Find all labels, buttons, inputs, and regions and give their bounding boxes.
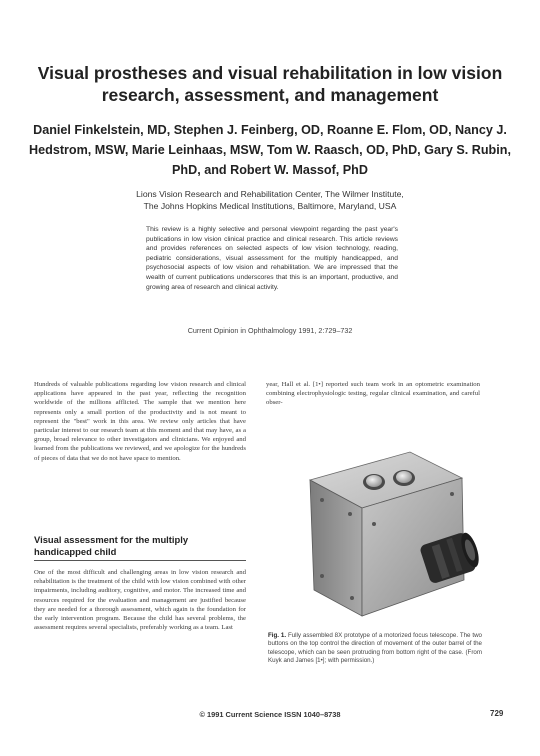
affiliation — [40, 188, 500, 212]
intro-paragraph: Hundreds of valuable publications regarding low vision research and clinical applications have appeared in the past year, reflecting the recognition worldwide of the millions afflicted. The sample that we mention here represents only a small portion of the productivity and is not meant to represent the "best" work in this area. We review only articles that have particular interest to our research team at this moment and that may have, as a group, broad relevance to other investigators and clinicians. We enjoyed and learned from the publications we reviewed, and we apologize for the hundreds of pieces of data that we do not have space to mention. — [34, 381, 246, 462]
page-number: 729 — [490, 709, 504, 718]
abstract: This review is a highly selective and personal viewpoint regarding the past year's publications in low vision clinical practice and clinical research. This article reviews and provides references on selected aspects of low vision technology, reading, pediatric considerations, visual assessment for the multiply handicapped, and psychosocial aspects of low vision and rehabilitation. We are impressed that the wealth of current publications underscores that this is an important, productive, and growing area of research and clinical activity. — [146, 226, 398, 291]
figure-caption-label: Fig. 1. — [268, 632, 287, 639]
telescope-photo-graphic — [292, 440, 482, 628]
affiliation-line-1: Lions Vision Research and Rehabilitation Center, The Wilmer Institute, — [136, 189, 404, 199]
section-paragraph: One of the most difficult and challenging areas in low vision research and rehabilitation is the treatment of the child with low vision combined with other impairments, including auditory, cognitive, and motor. The increased time and resources required for the evaluation and management are justified because they are needed for a thorough assessment, which again is the foundation for the early intervention program. Because the child has several problems, the assessment requires several specialists, preferably working as a team. Last — [34, 569, 246, 632]
author-list: Daniel Finkelstein, MD, Stephen J. Feinberg, OD, Roanne E. Flom, OD, Nancy J. Hedstrom, MSW, Marie Leinhaas, MSW, Tom W. Raasch, OD, PhD, Gary S. Rubin, PhD, and Robert W. Massof, PhD — [29, 123, 511, 177]
section-heading: Visual assessment for the multiply handicapped child — [34, 534, 246, 561]
figure-caption — [268, 632, 482, 666]
copyright-footer: © 1991 Current Science ISSN 1040–8738 — [199, 710, 341, 719]
journal-citation: Current Opinion in Ophthalmology 1991, 2:729–732 — [187, 326, 353, 335]
figure-caption-text: Fully assembled 8X prototype of a motorized focus telescope. The two buttons on the top control the direction of movement of the outer barrel of the telescope, which can be seen protruding from bottom right of the case. (From Kuyk and James [1•]; with permission.) — [268, 632, 482, 665]
article-title: Visual prostheses and visual rehabilitation in low vision research, assessment, and management — [37, 63, 503, 105]
affiliation-line-2: The Johns Hopkins Medical Institutions, Baltimore, Maryland, USA — [143, 201, 397, 211]
telescope-prototype-photo — [292, 440, 482, 628]
right-column-text: year, Hall et al. [1•] reported such team work in an optometric examination combining electrophysiologic testing, regular clinical examination, and careful obser- — [266, 381, 480, 407]
